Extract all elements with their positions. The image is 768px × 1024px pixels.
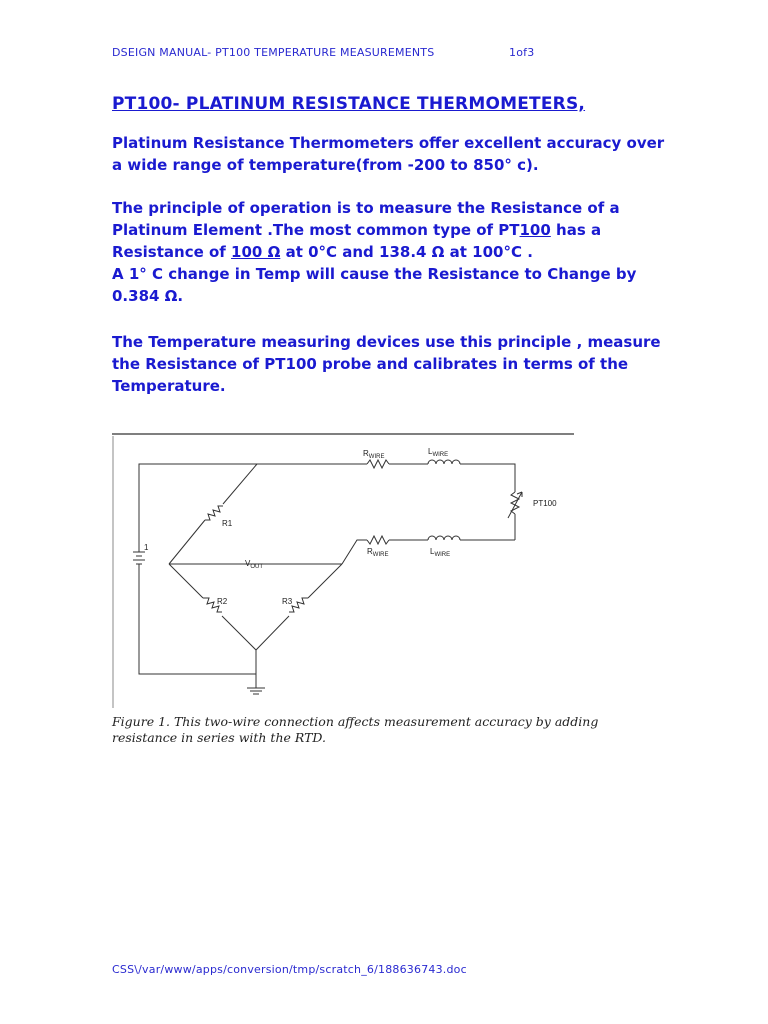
lwire-bottom-label: $L_{WIRE}$ (430, 547, 451, 558)
intro-paragraph: Platinum Resistance Thermometers offer excellent accuracy over a wide range of temperature(from -200 to 850° c). (112, 134, 665, 174)
devices-paragraph: The Temperature measuring devices use this principle , measure the Resistance of PT100 probe and calibrates in terms of the Temperature. (112, 333, 661, 395)
footer-path: CSS\/var/www/apps/conversion/tmp/scratch_6/188636743.doc (112, 963, 467, 976)
resistance-value: 100 Ω (231, 243, 281, 261)
bridge-circuit-diagram (112, 430, 574, 710)
principle-paragraph (112, 197, 672, 307)
battery-label: 1 (144, 543, 149, 552)
header-title: DSEIGN MANUAL- PT100 TEMPERATURE MEASUREMENTS (112, 46, 435, 59)
figure-caption: Figure 1. This two-wire connection affects measurement accuracy by adding resistance in series with the RTD. (112, 714, 599, 745)
pt100-label: PT100 (533, 499, 557, 508)
lwire-top-label: $L_{WIRE}$ (428, 447, 449, 458)
principle-text-3: at 0°C and 138.4 Ω at 100°C . (280, 243, 533, 261)
rwire-bottom-label: $R_{WIRE}$ (367, 547, 389, 558)
principle-text-1: The principle of operation is to measure the Resistance of a Platinum Element .The most common type of PT (112, 199, 620, 239)
page-number: 1of3 (509, 46, 535, 59)
page-title: PT100- PLATINUM RESISTANCE THERMOMETERS, (112, 94, 586, 114)
principle-text-2: has a Resistance of (112, 221, 602, 261)
page-header (112, 46, 535, 59)
r2-label: R2 (217, 597, 228, 606)
rwire-top-label: $R_{WIRE}$ (363, 449, 385, 460)
circuit-figure (112, 430, 574, 710)
vout-label: $V_{OUT}$ (245, 559, 264, 570)
r1-label: R1 (222, 519, 233, 528)
pt-number: 100 (519, 221, 551, 239)
principle-text-4: A 1° C change in Temp will cause the Resistance to Change by 0.384 Ω. (112, 265, 637, 305)
r3-label: R3 (282, 597, 293, 606)
